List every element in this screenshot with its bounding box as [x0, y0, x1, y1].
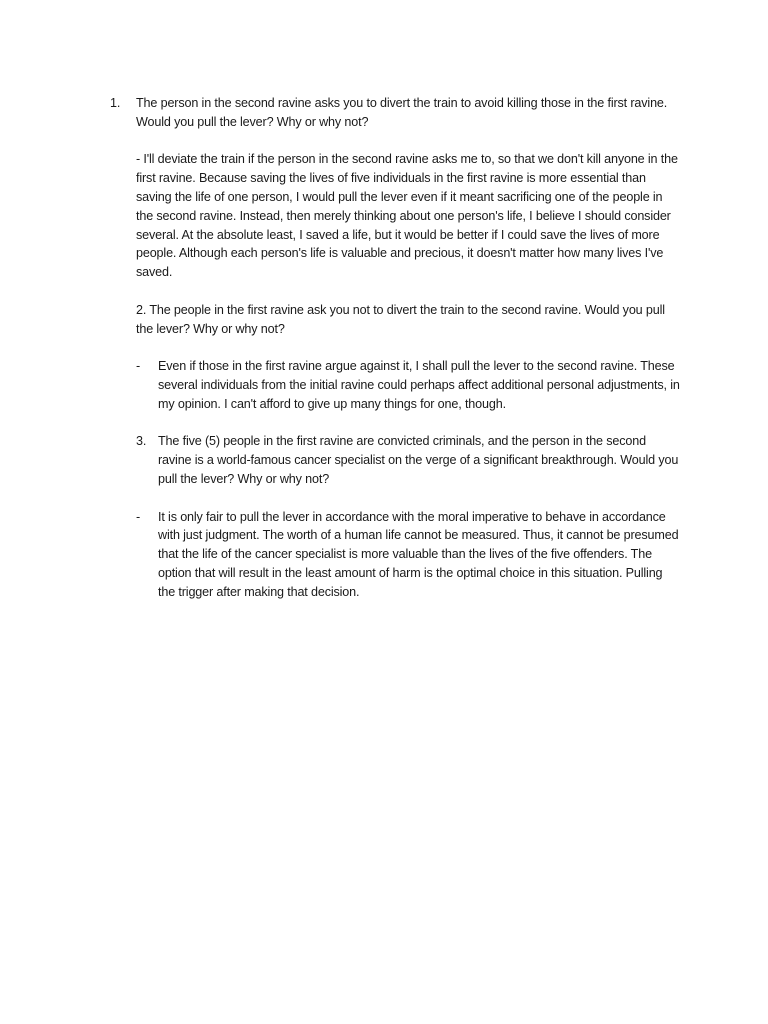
answer-2-dash: - — [136, 359, 141, 374]
answer-3 — [110, 508, 680, 602]
question-2-text: 2. The people in the first ravine ask you not to divert the train to the second ravine. Would you pull the lever? Why or why not? — [136, 302, 665, 336]
question-1-number: 1. — [110, 96, 121, 110]
question-2 — [110, 301, 680, 339]
question-1 — [110, 94, 680, 132]
answer-3-dash: - — [136, 509, 141, 524]
answer-2-text: Even if those in the first ravine argue against it, I shall pull the lever to the second ravine. These several individuals from the initial ravine could perhaps affect additional personal adjustments, in my opinion. I can't afford to give up many things for one, though. — [158, 359, 680, 411]
answer-3-text: It is only fair to pull the lever in accordance with the moral imperative to behave in accordance with just judgment. The worth of a human life cannot be measured. Thus, it cannot be presumed that the life of the cancer specialist is more valuable than the lives of the five offenders. The option that will result in the least amount of harm is the optimal choice in this situation. Pulling the trigger after making that decision. — [158, 509, 679, 599]
answer-1-text: - I'll deviate the train if the person in the second ravine asks me to, so that we don't kill anyone in the first ravine. Because saving the lives of five individuals in the first ravine is more essential than saving the life of one person, I would pull the lever even if it meant sacrificing one of the people in the second ravine. Instead, then merely thinking about one person's life, I believe I should consider several. At the absolute least, I saved a life, but it would be better if I could save the lives of more people. Although each person's life is valuable and precious, it doesn't matter how many lives I've saved. — [136, 152, 678, 280]
question-3-number: 3. — [136, 434, 147, 449]
answer-2 — [110, 357, 680, 413]
question-3 — [110, 432, 680, 488]
question-3-text: The five (5) people in the first ravine are convicted criminals, and the person in the second ravine is a world-famous cancer specialist on the verge of a significant breakthrough. Would you pull the lever? Why or why not? — [158, 434, 679, 486]
answer-1 — [110, 150, 680, 282]
document-body — [110, 94, 680, 602]
question-1-text: The person in the second ravine asks you to divert the train to avoid killing those in the first ravine. Would you pull the lever? Why or why not? — [136, 96, 668, 129]
